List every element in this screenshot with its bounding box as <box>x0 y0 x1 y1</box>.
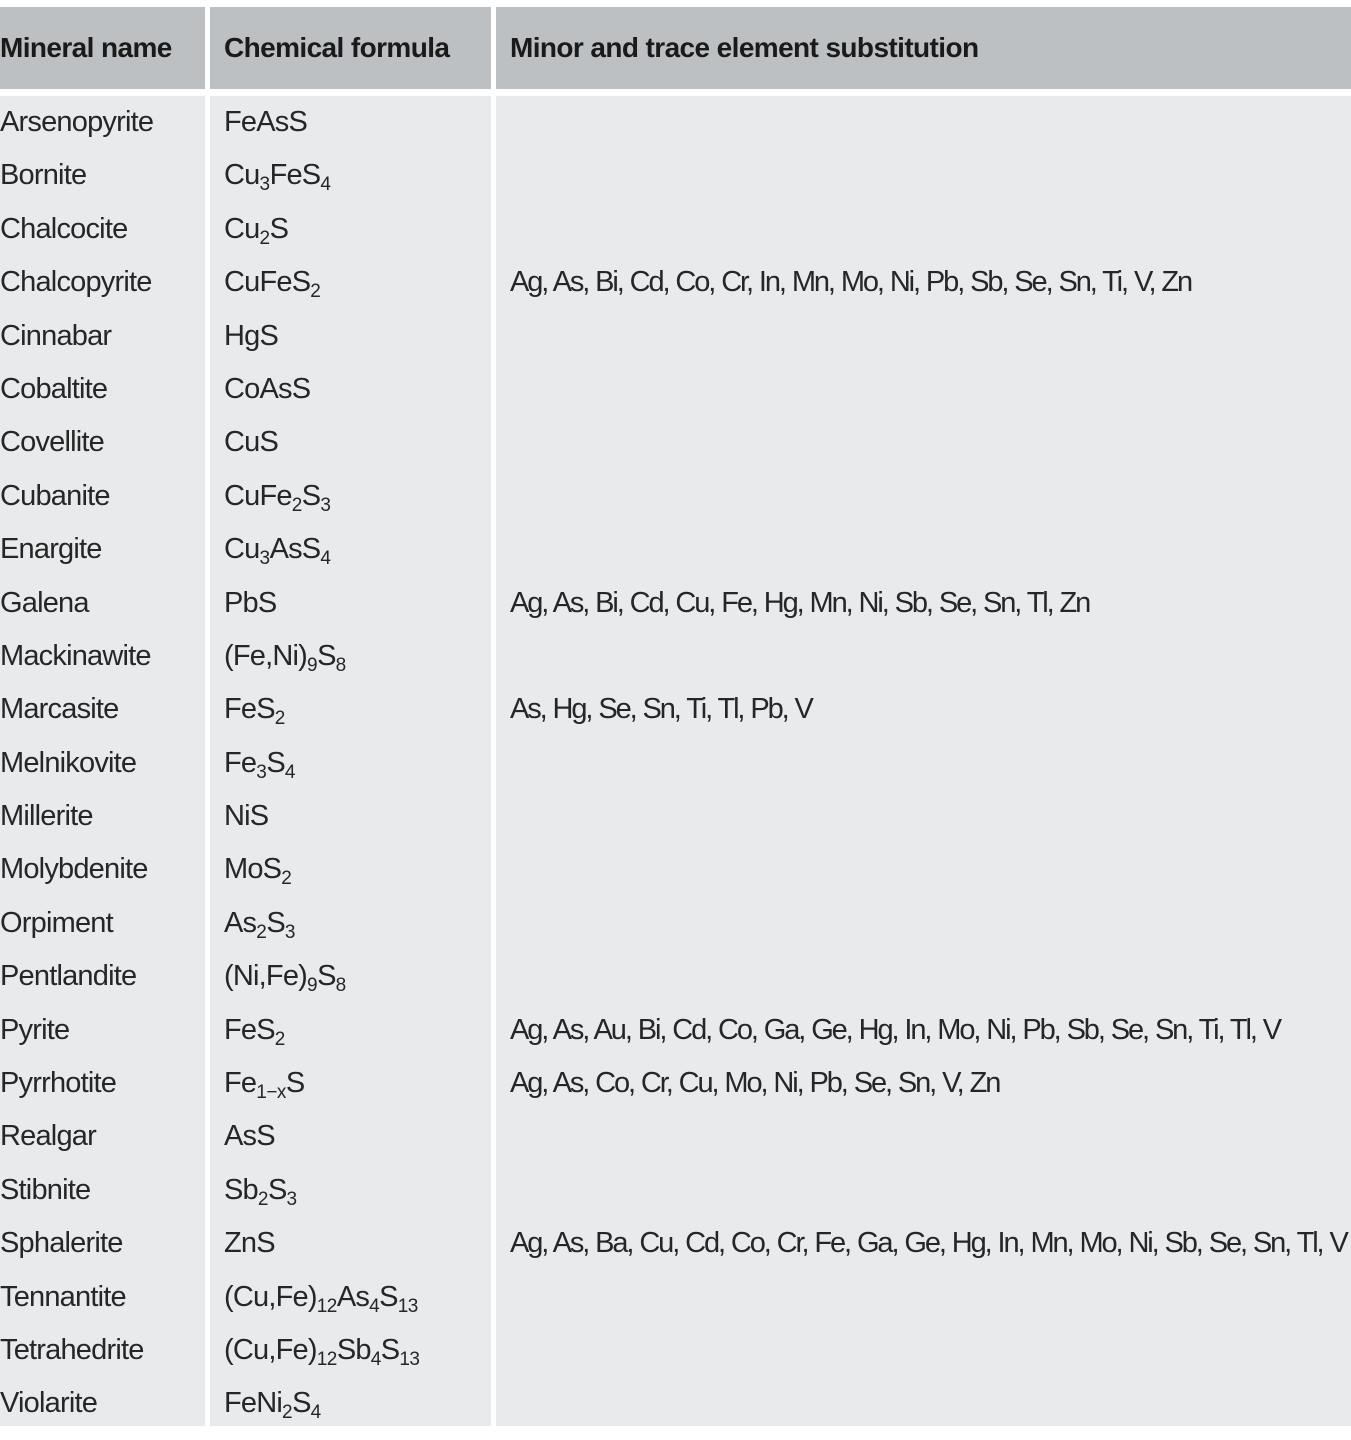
formula-subscript: 4 <box>320 548 331 570</box>
formula-element: HgS <box>224 319 279 352</box>
formula-subscript: 3 <box>259 174 270 196</box>
cell-chemical-formula <box>224 1066 491 1119</box>
cell-trace-elements <box>510 1280 1351 1333</box>
cell-trace-elements: Ag, As, Bi, Cd, Co, Cr, In, Mn, Mo, Ni, Pb, Sb, Se, Sn, Ti, V, Zn <box>510 266 1192 299</box>
cell-chemical-formula <box>224 746 491 799</box>
cell-mineral-name: Cobaltite <box>0 372 108 405</box>
cell-trace-elements <box>510 852 1351 905</box>
cell-chemical-formula <box>224 532 491 585</box>
cell-mineral-name: Pyrite <box>0 1013 70 1046</box>
formula-element: Cu <box>224 533 260 566</box>
cell-trace-elements <box>510 959 1351 1012</box>
cell-trace-elements <box>510 372 1351 425</box>
formula-subscript: 2 <box>274 708 285 730</box>
formula-element: S <box>269 212 289 245</box>
cell-chemical-formula <box>224 425 491 478</box>
cell-mineral-name: Chalcopyrite <box>0 266 152 299</box>
cell-chemical-formula <box>224 105 491 158</box>
formula-subscript: 12 <box>316 1295 337 1317</box>
cell-chemical-formula <box>224 692 491 745</box>
cell-mineral-name: Tetrahedrite <box>0 1333 144 1366</box>
cell-mineral-name: Stibnite <box>0 1173 91 1206</box>
cell-mineral-name: Sphalerite <box>0 1227 123 1260</box>
formula-element: AsS <box>224 1120 275 1153</box>
formula-subscript: 3 <box>256 761 267 783</box>
formula-element: S <box>266 746 285 779</box>
formula-element: FeAsS <box>224 106 308 138</box>
formula-subscript: 9 <box>307 654 318 676</box>
formula-element: NiS <box>224 800 269 833</box>
formula-element: FeS <box>224 1013 275 1046</box>
cell-mineral-name: Violarite <box>0 1387 98 1420</box>
cell-trace-elements <box>510 1333 1351 1386</box>
cell-chemical-formula <box>224 319 491 372</box>
cell-trace-elements: Ag, As, Au, Bi, Cd, Co, Ga, Ge, Hg, In, Mo, Ni, Pb, Sb, Se, Sn, Ti, Tl, V <box>510 1013 1280 1046</box>
formula-subscript: 2 <box>281 868 292 890</box>
cell-mineral-name: Millerite <box>0 800 93 833</box>
cell-mineral-name: Cubanite <box>0 479 110 512</box>
cell-chemical-formula <box>224 639 491 692</box>
cell-chemical-formula <box>224 479 491 532</box>
formula-element: S <box>266 906 285 939</box>
cell-mineral-name: Cinnabar <box>0 319 112 352</box>
header-mineral-name: Mineral name <box>0 7 205 89</box>
cell-mineral-name: Molybdenite <box>0 853 148 886</box>
formula-subscript: 13 <box>399 1348 420 1370</box>
formula-subscript: 2 <box>259 227 270 249</box>
header-trace-elements: Minor and trace element substitution <box>496 7 1351 89</box>
formula-element: (Fe,Ni) <box>224 639 308 672</box>
formula-element: Sb <box>336 1333 371 1366</box>
formula-element: Fe <box>224 746 257 779</box>
formula-element: FeS <box>224 693 275 726</box>
formula-subscript: 9 <box>307 975 318 997</box>
cell-chemical-formula <box>224 906 491 959</box>
formula-subscript: 3 <box>320 494 331 516</box>
cell-mineral-name: Melnikovite <box>0 746 137 779</box>
cell-mineral-name: Arsenopyrite <box>0 106 154 138</box>
formula-subscript: 8 <box>335 975 346 997</box>
formula-element: MoS <box>224 853 282 886</box>
formula-element: As <box>336 1280 370 1313</box>
formula-subscript: 2 <box>310 281 321 303</box>
cell-trace-elements <box>510 319 1351 372</box>
cell-chemical-formula <box>224 852 491 905</box>
cell-mineral-name: Marcasite <box>0 693 119 726</box>
column-trace-elements <box>496 96 1351 1426</box>
formula-subscript: 2 <box>274 1028 285 1050</box>
cell-mineral-name: Enargite <box>0 533 102 566</box>
cell-chemical-formula <box>224 1119 491 1172</box>
cell-trace-elements <box>510 906 1351 959</box>
cell-trace-elements <box>510 212 1351 265</box>
formula-element: S <box>379 1280 398 1313</box>
formula-subscript: 4 <box>320 174 331 196</box>
formula-element: Fe <box>224 1067 257 1100</box>
formula-element: S <box>380 1333 400 1366</box>
cell-mineral-name: Pyrrhotite <box>0 1067 117 1100</box>
formula-element: CuFeS <box>224 266 311 299</box>
cell-chemical-formula <box>224 1013 491 1066</box>
formula-element: AsS <box>269 533 321 566</box>
formula-element: ZnS <box>224 1227 275 1260</box>
formula-subscript: 3 <box>259 548 270 570</box>
cell-chemical-formula <box>224 1386 491 1439</box>
cell-trace-elements <box>510 158 1351 211</box>
formula-element: S <box>292 1387 311 1420</box>
formula-element: Sb <box>224 1173 258 1206</box>
formula-subscript: 2 <box>256 921 267 943</box>
formula-element: (Cu,Fe) <box>224 1333 317 1366</box>
formula-subscript: 4 <box>310 1402 321 1424</box>
formula-element: S <box>317 960 336 993</box>
cell-chemical-formula <box>224 1280 491 1333</box>
formula-element: As <box>224 906 257 939</box>
formula-subscript: 3 <box>286 1188 297 1210</box>
formula-element: S <box>267 1173 287 1206</box>
cell-chemical-formula <box>224 1333 491 1386</box>
cell-trace-elements: Ag, As, Co, Cr, Cu, Mo, Ni, Pb, Se, Sn, V, Zn <box>510 1067 1000 1100</box>
cell-mineral-name: Realgar <box>0 1120 96 1153</box>
cell-chemical-formula <box>224 158 491 211</box>
cell-chemical-formula <box>224 959 491 1012</box>
cell-mineral-name: Mackinawite <box>0 639 151 672</box>
formula-subscript: 1−x <box>256 1082 286 1104</box>
column-chemical-formula <box>210 96 491 1426</box>
minerals-table <box>0 7 1351 1426</box>
formula-element: S <box>301 479 321 512</box>
cell-chemical-formula <box>224 586 491 639</box>
cell-trace-elements <box>510 746 1351 799</box>
formula-element: Cu <box>224 212 260 245</box>
formula-element: PbS <box>224 586 277 619</box>
cell-mineral-name: Pentlandite <box>0 960 137 993</box>
cell-trace-elements: Ag, As, Ba, Cu, Cd, Co, Cr, Fe, Ga, Ge, Hg, In, Mn, Mo, Ni, Sb, Se, Sn, Tl, V <box>510 1227 1347 1260</box>
cell-mineral-name: Chalcocite <box>0 212 128 245</box>
table-header <box>0 7 1351 89</box>
formula-element: CuFe <box>224 479 292 512</box>
cell-chemical-formula <box>224 265 491 318</box>
cell-mineral-name: Bornite <box>0 159 87 192</box>
formula-subscript: 2 <box>291 494 302 516</box>
cell-trace-elements <box>510 639 1351 692</box>
formula-element: CuS <box>224 426 279 459</box>
cell-trace-elements <box>510 799 1351 852</box>
cell-mineral-name: Galena <box>0 586 89 619</box>
cell-trace-elements: Ag, As, Bi, Cd, Cu, Fe, Hg, Mn, Ni, Sb, Se, Sn, Tl, Zn <box>510 586 1090 619</box>
formula-subscript: 13 <box>397 1295 418 1317</box>
header-chemical-formula: Chemical formula <box>210 7 491 89</box>
formula-element: FeS <box>269 159 321 192</box>
formula-element: S <box>285 1067 305 1100</box>
cell-trace-elements <box>510 105 1351 158</box>
column-mineral-name <box>0 96 205 1426</box>
formula-subscript: 4 <box>284 761 295 783</box>
cell-chemical-formula <box>224 1173 491 1226</box>
cell-trace-elements <box>510 1119 1351 1172</box>
formula-subscript: 2 <box>282 1402 293 1424</box>
formula-subscript: 4 <box>369 1295 380 1317</box>
cell-trace-elements <box>510 1386 1351 1439</box>
cell-mineral-name: Tennantite <box>0 1280 126 1313</box>
cell-trace-elements <box>510 425 1351 478</box>
table-body <box>0 96 1351 1426</box>
formula-element: (Ni,Fe) <box>224 960 308 993</box>
cell-trace-elements: As, Hg, Se, Sn, Ti, Tl, Pb, V <box>510 693 812 726</box>
formula-element: S <box>317 639 336 672</box>
cell-mineral-name: Covellite <box>0 426 105 459</box>
cell-chemical-formula <box>224 372 491 425</box>
formula-element: FeNi <box>224 1387 283 1420</box>
cell-trace-elements <box>510 1173 1351 1226</box>
cell-chemical-formula <box>224 212 491 265</box>
formula-subscript: 3 <box>284 921 295 943</box>
formula-subscript: 8 <box>335 654 346 676</box>
formula-subscript: 4 <box>370 1348 381 1370</box>
cell-trace-elements <box>510 479 1351 532</box>
cell-chemical-formula <box>224 799 491 852</box>
formula-element: (Cu,Fe) <box>224 1280 317 1313</box>
cell-trace-elements <box>510 532 1351 585</box>
cell-chemical-formula <box>224 1226 491 1279</box>
formula-subscript: 12 <box>316 1348 337 1370</box>
formula-element: Cu <box>224 159 260 192</box>
formula-subscript: 2 <box>257 1188 268 1210</box>
formula-element: CoAsS <box>224 372 311 405</box>
cell-mineral-name: Orpiment <box>0 906 113 939</box>
